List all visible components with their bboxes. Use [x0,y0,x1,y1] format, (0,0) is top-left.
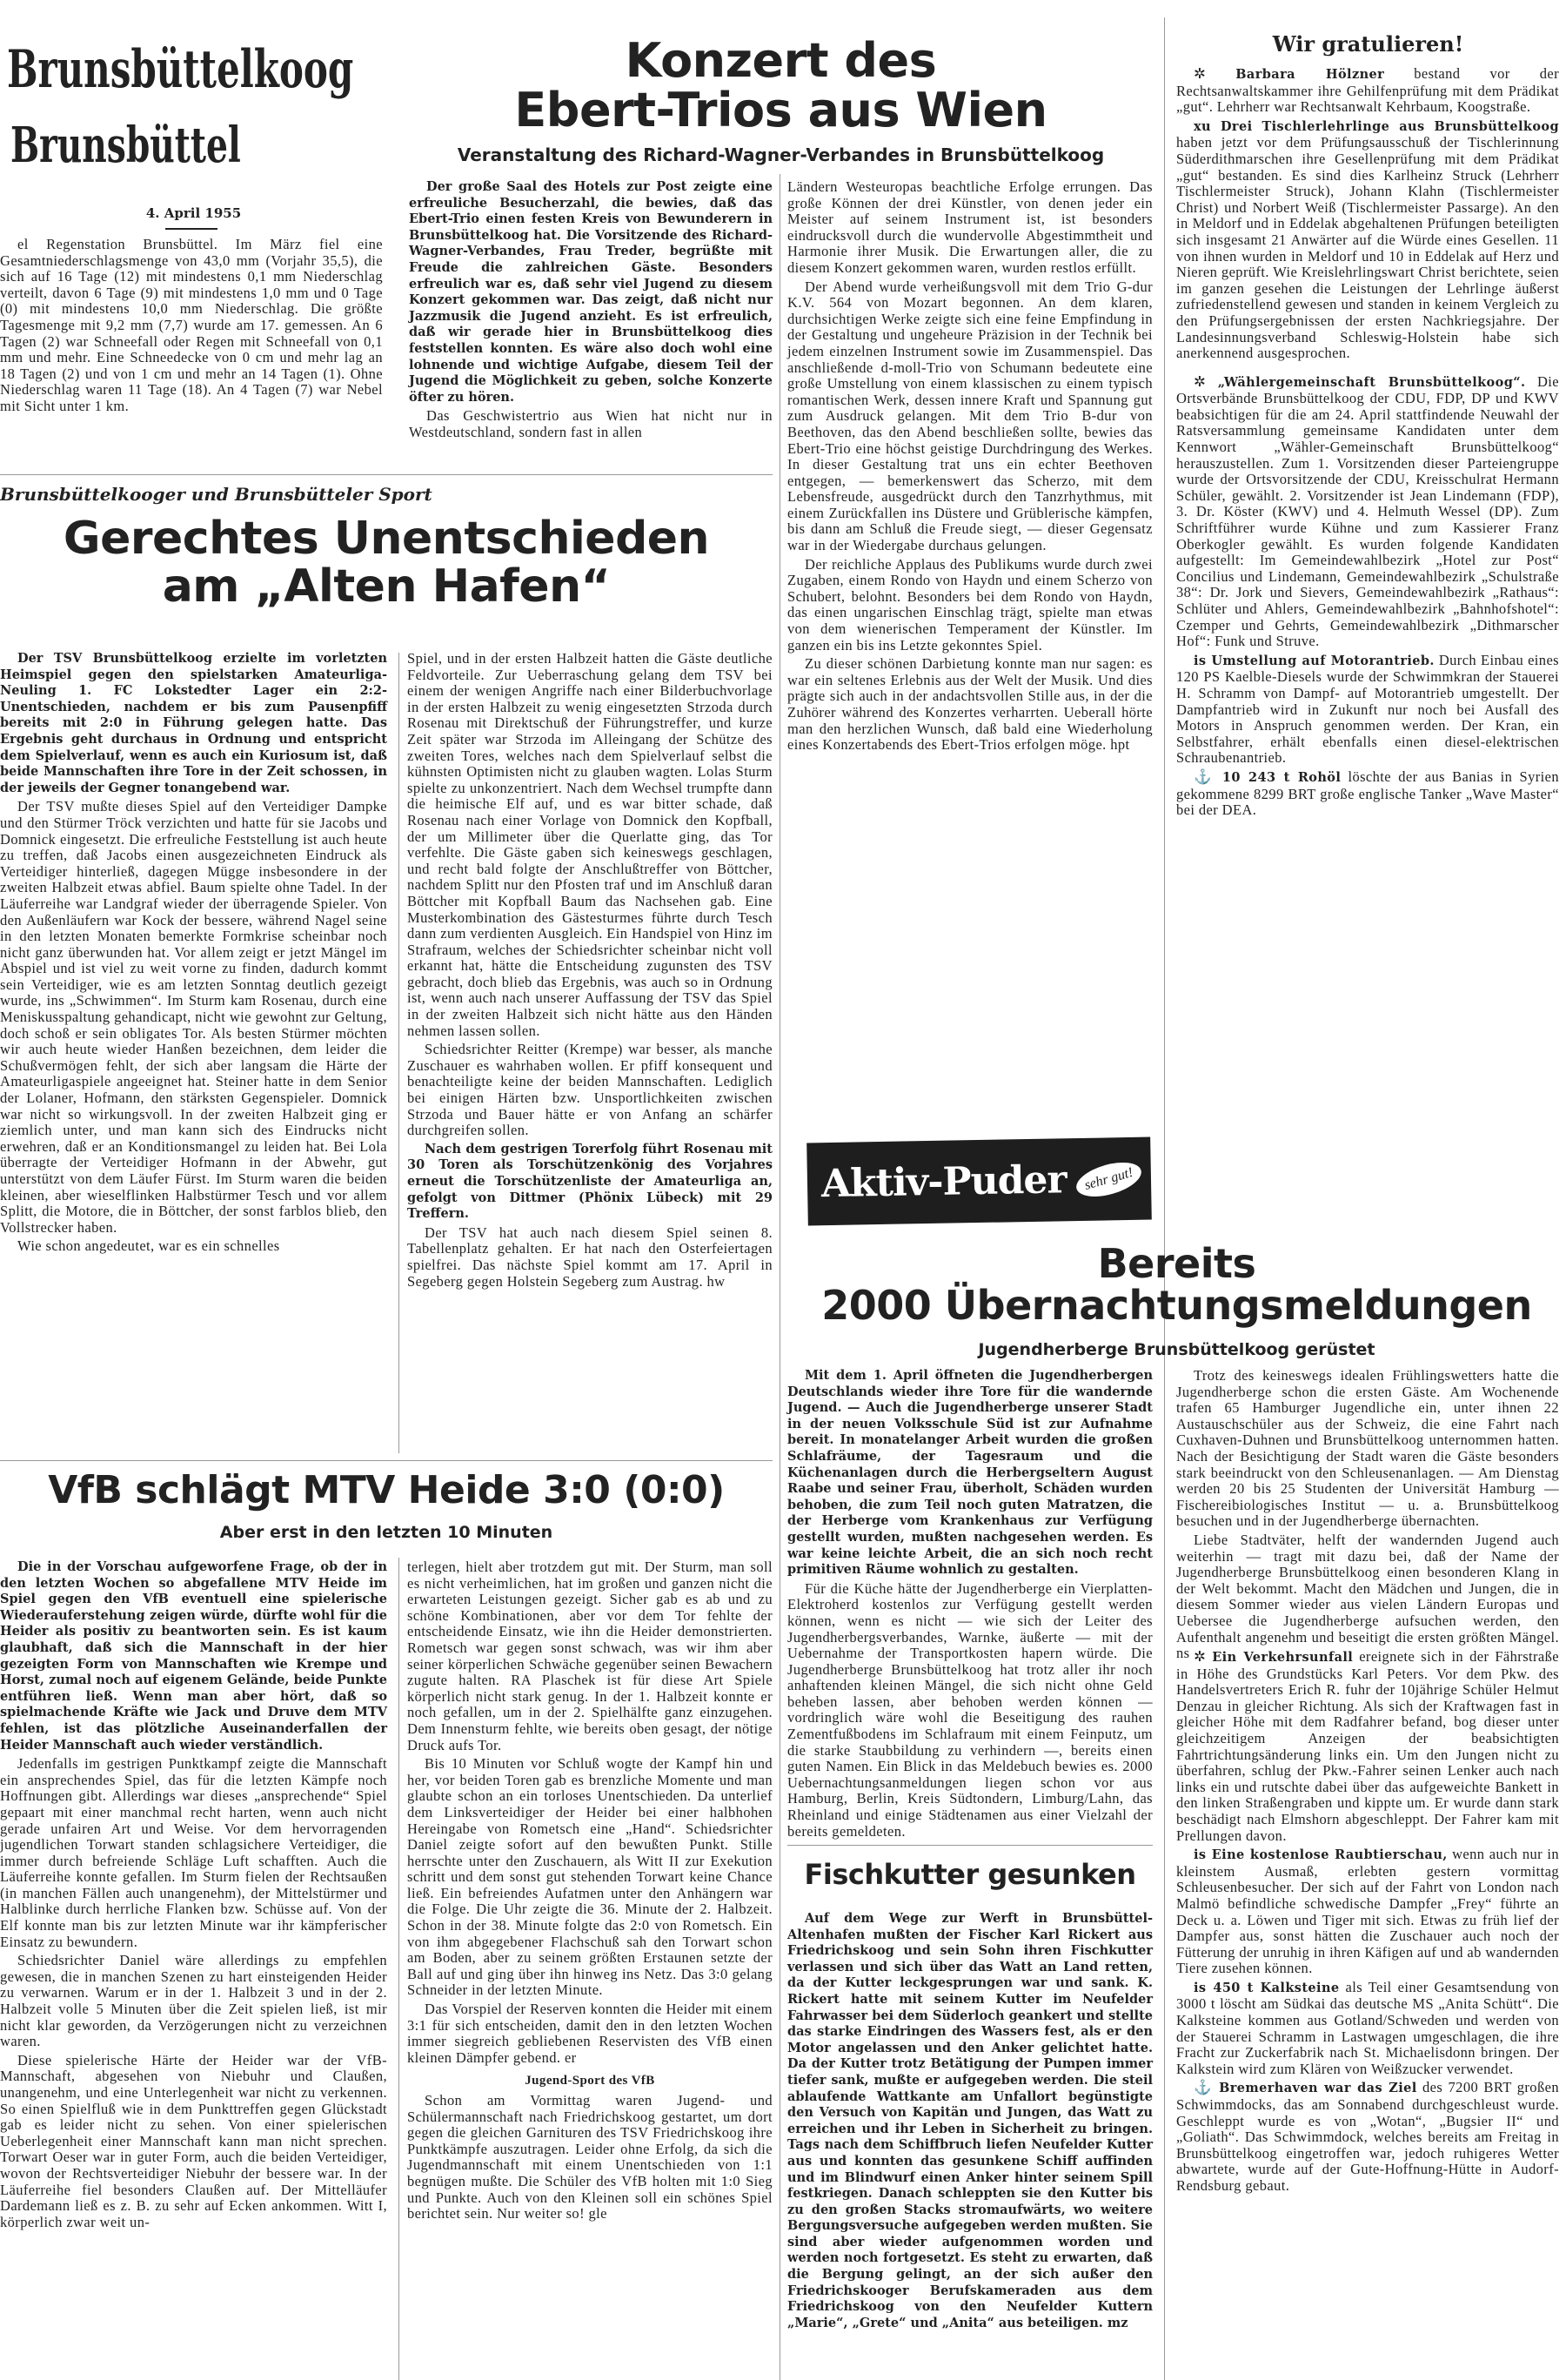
weather-report [0,237,383,418]
bereits-subtitle: Jugendherberge Brunsbüttelkoog gerüstet [978,1340,1375,1359]
masthead-title-top: Brunsbüttelkoog [7,39,354,100]
fischkutter-headline: Fischkutter gesunken [804,1858,1136,1891]
konzert-lead: Der große Saal des Hotels zur Post zeigte eine erfreuliche Besucherzahl, die bewies, daß das Ebert-Trio einen festen Kreis von Bewunderern in Brunsbüttelkoog hat. Die Vorsitzende des Richard-Wagner-Verbandes, Frau Treder, begrüßte mit Freude die zahlreichen Gäste. Besonders erfreulich war es, daß sehr viel Jugend zu diesem Konzert gekommen war. Das zeigt, daß nicht nur Jazzmusik die Jugend anzieht. Es ist erfreulich, daß wir gerade hier in Brunsbüttelkoog dies feststellen konnten. Es wäre also doch wohl eine lohnende und wichtige Aufgabe, diesem Teil der Jugend die Möglichkeit zu geben, solche Konzerte öfter zu hören. [409,179,773,405]
news-item: is Umstellung auf Motorantrieb. Durch Einbau eines 120 PS Kaelble-Diesels wurde der Schwimmkran der Stauerei H. Schramm von Dampf- auf Motorantrieb umgestellt. Der Dampfantrieb wird in Zukunft nur noch bei Ausfall des Motors in Anspruch genommen werden. Der Kran, ein Selbstfahrer, erhält ebenfalls einen diesel-elektrischen Schraubenantrieb. [1176,651,1559,767]
gerechtes-headline-line2: am „Alten Hafen“ [162,560,611,613]
vfb-headline: VfB schlägt MTV Heide 3:0 (0:0) [48,1468,725,1512]
sport-section-label: Brunsbüttelkooger und Brunsbütteler Sport [0,484,432,505]
vfb-subtitle: Aber erst in den letzten 10 Minuten [219,1523,553,1542]
vfb-paragraph: Das Vorspiel der Reserven konnten die Heider mit einem 3:1 für sich entscheiden, damit den in den letzten Wochen immer siegreich gebliebenen Reservisten des VfB einen kleinen Dämpfer gebend. er [407,2001,773,2066]
gerechtes-lead: Der TSV Brunsbüttelkoog erzielte im vorletzten Heimspiel gegen den spielstarken Amateurliga-Neuling 1. FC Lokstedter Lager ein 2:2-Unentschieden, nachdem er bis zum Pausenpfiff bereits mit 2:0 in Führung gelegen hatte. Das Ergebnis geht durchaus in Ordnung und entspricht dem Spielverlauf, wenn es auch ein Kuriosum ist, daß beide Mannschaften ihre Tore in der Zeit schossen, in der jeweils der Gegner tonangebend war. [0,651,387,795]
divider [0,1460,773,1461]
konzert-headline-line1: Konzert des [625,33,937,88]
masthead-logo [7,39,354,196]
star-icon: ✲ [1194,65,1236,82]
bereits-lead: Mit dem 1. April öffneten die Jugendherbergen Deutschlands wieder ihre Tore für die wandernde Jugend. — Auch die Jugendherberge unserer Stadt in der neuen Volksschule Süd ist zur Aufnahme bereit. In monatelanger Arbeit wurden die großen Schlafräume, der Tagesraum und die Küchenanlagen durch die Herbergseltern August Raabe und seiner Frau, überholt, Schäden wurden behoben, die zum Teil noch guten Matratzen, die der Herberge vom Krankenhaus zur Verfügung gestellt wurden, mußten nachgesehen werden. Es war keine leichte Arbeit, die an sich noch recht primitiven Räume wohnlich zu gestalten. [787,1368,1153,1578]
ship-icon: ⚓ [1194,768,1222,785]
vfb-lead: Die in der Vorschau aufgeworfene Frage, ob der in den letzten Wochen so abgefallene MTV Heide im Spiel gegen den VfB eventuell eine spielerische Wiederauferstehung zeigen würde, dürfte wohl für die Heider als positiv zu beantworten sein. Es ist kaum glaubhaft, daß sich die Mannschaft in der hier gezeigten Form von Mannschaften wie Krempe und Horst, zumal noch auf eigenem Gelände, beide Punkte entführen ließ. Wenn man aber hört, daß so spielmachende Kräfte wie Jack und Druve dem MTV fehlen, ist das plötzliche Auseinanderfallen der Heider Mannschaft auch wieder verständlich. [0,1559,387,1753]
star-icon: ✲ [1194,1648,1213,1665]
konzert-column-2 [787,179,1153,756]
konzert-paragraph: Das Geschwistertrio aus Wien hat nicht nur in Westdeutschland, sondern fast in allen [409,407,773,440]
news-item: is 450 t Kalksteine als Teil einer Gesamtsendung von 3000 t löscht am Südkai das deutsche MS „Anita Schütt“. Die Kalksteine kommen aus Gotland/Schweden und werden von der Stauerei Schramm in Lastwagen umgeschlagen, die ihre Fracht zur Zuckerfabrik nach St. Michaelisdonn bringen. Der Kalkstein wird zum Klären von Weißzucker verwendet. [1176,1978,1560,2077]
jugend-sport-subheading: Jugend-Sport des VfB [525,2074,655,2088]
vfb-column-2 [407,1559,773,2225]
issue-date: 4. April 1955 [145,205,242,221]
bereits-paragraph: Für die Küche hätte der Jugendherberge ein Vierplatten-Elektroherd kostenlos zur Verfügung gestellt werden können, wenn es nicht — wie sich der Leiter des Jugendherbergsverbandes, Warnke, äußerte — mit der Uebernahme der Transportkosten hapern würde. Die Jugendherberge Brunsbüttelkoog hat trotz aller ihr noch anhaftenden kleinen Mängel, die sich nicht ohne Geld beheben lassen, aber behoben werden können — vordringlich wäre wohl die Beseitigung des rauhen Zementfußbodens im Schlafraum mit einem Feinputz, um die starke Staubbildung zu verhindern —, bereits einen guten Namen. Ein Blick in das Meldebuch bewies es. 2000 Uebernachtungsanmeldungen liegen schon vor aus Hamburg, Berlin, Kreis Südtondern, Limburg/Lahn, das Rheinland und einige Städtenamen aus einer Vielzahl der bereits gemeldeten. [787,1579,1153,1840]
gerechtes-headline [0,513,773,613]
gerechtes-headline-line1: Gerechtes Unentschieden [63,513,710,565]
weather-text: el Regenstation Brunsbüttel. Im März fiel eine Gesamtniederschlagsmenge von 43,0 mm (Vorjahr 35,5), die sich auf 16 Tage (12) mit mindestens 0,1 mm Niederschlag verteilt, davon 6 Tage (9) mit mindestens 1,0 mm und 0 Tage (0) mit mindestens 10,0 mm Niederschlag. Die größte Tagesmenge mit 9,2 mm (7,7) wurde am 17. gemessen. An 6 Tagen (2) war Schneefall oder Regen mit Schneefall von 0,1 mm und mehr. Eine Schneedecke von 0 cm und mehr lag an 18 Tagen (2) und von 1 cm und mehr an 14 Tagen (1). Ohne Niederschlag waren 11 Tage (18). An 4 Tagen (7) war Nebel mit Sicht unter 1 km. [0,236,383,414]
bereits-column-2 [1176,1368,1559,1665]
gerechtes-paragraph: Schiedsrichter Reitter (Krempe) war besser, als manche Zuschauer es wahrhaben wollen. Er pfiff konsequent und benachteiligte keine der beiden Mannschaften. Lediglich bei einigen Härten bzw. Unsportlichkeiten zwischen Strzoda und Bauer hätte er von Anfang an schärfer durchgreifen sollen. [407,1041,773,1139]
news-item: ✲ Ein Verkehrsunfall ereignete sich in der Fährstraße in Höhe des Grundstücks Karl Peters. Vor dem Pkw. des Handelsvertreters Erich R. fuhr der 10jährige Schüler Helmut Denzau in gleicher Richtung. Als sich der Kraftwagen fast in gleicher Höhe mit dem Radfahrer befand, bog dieser unter gleichzeitigem Anzeigen der beabsichtigten Fahrtrichtungsänderung links ein. Um den Jungen nicht zu überfahren, schlug der Pkw.-Fahrer seinen Lenker auch nach links ein und rutschte dabei über das aufgeweichte Bankett in den linken Straßengraben und kippte um. Er wurde dann stark beschädigt nach Elmshorn abgeschleppt. Der Fahrer kam mit Prellungen davon. [1176,1648,1559,1844]
gerechtes-paragraph: Wie schon angedeutet, war es ein schnelles [17,1237,280,1255]
vfb-paragraph: terlegen, hielt aber trotzdem gut mit. Der Sturm, man soll es nicht verheimlichen, hat im großen und ganzen nicht die erwarteten Leistungen gezeigt. Sicher gab es ab und zu schöne Kombinationen, aber vor dem Tor fehlte der entscheidende Einsatz, wie ihn die Heider demonstrierten. Rometsch war gegen sonst schwach, was wir ihm aber seiner körperlichen Schwäche gegenüber seinen Bewachern zugute halten. RA Plaschek ist für diese Art Spiele körperlich nicht stark genug. In der 1. Halbzeit konnte er noch gefallen, um in der 2. Spielhälfte ganz einzugehen. Dem Innensturm fehlte, wie bereits oben gesagt, der nötige Druck aufs Tor. [407,1559,773,1753]
konzert-headline-line2: Ebert-Trios aus Wien [514,82,1047,137]
news-item: ⚓ Bremerhaven war das Ziel des 7200 BRT großen Schwimmdocks, das am Sonnabend durchgeschleust wurde. Geschleppt wurde es von „Wotan“, „Bugsier II“ und „Goliath“. Das Schwimmdock, welches bereits am Freitag in Brunsbüttelkoog eingetroffen war, jedoch ruhigeres Wetter abwartete, wurde auf der Gute-Hoffnung-Hütte in Audorf-Rendsburg gebaut. [1176,2079,1559,2194]
fischkutter-column [787,1911,1153,2334]
konzert-paragraph: Ländern Westeuropas beachtliche Erfolge errungen. Das große Können der drei Künstler, von denen jeder ein Meister auf seinem Instrument ist, ist besonders eindrucksvoll durch die wundervolle Abgestimmtheit und Harmonie ihrer Musik. Die Erwartungen aller, die zu diesem Konzert gekommen waren, wurden restlos erfüllt. [787,178,1153,276]
vfb-paragraph: Jedenfalls im gestrigen Punktkampf zeigte die Mannschaft ein ansprechendes Spiel, das für die letzten Kämpfe noch Hoffnungen gibt. Allerdings war dieses „ansprechende“ Spiel gepaart mit einer manchmal recht harten, wenn auch nicht gerade unfairen Art und Weise. Vor dem hervorragenden jugendlichen Torwart standen schlagsichere Verteidiger, die immer durch befreiende Schläge Luft schafften. Auch die Läuferreihe konnte gefallen. Im Sturm fielen der Rechtsaußen (in manchen Fällen auch unangenehm), der Mittelstürmer und Halblinke durch herrliche Flanken bzw. Schüsse auf. Von der Elf konnte man bis zur letzten Minute war ihr kämpferischer Einsatz zu bewundern. [0,1755,387,1950]
date-rule [165,228,218,230]
bereits-headline-line2: 2000 Übernachtungsmeldungen [821,1282,1532,1330]
news-item: ✲ Barbara Hölzner bestand vor der Rechtsanwaltskammer ihre Gehilfenprüfung mit dem Prädikat „gut“. Lehrherr war Rechtsanwalt Kehrbaum, Koogstraße. [1176,65,1559,116]
gratulieren-heading: Wir gratulieren! [1272,31,1464,57]
vfb-paragraph: Schiedsrichter Daniel wäre allerdings zu empfehlen gewesen, die in manchen Szenen zu hart einsteigenden Heider zu verwarnen. Warum er in der 1. Halbzeit 3 und in der 2. Halbzeit volle 5 Minuten über die Zeit spielen ließ, ist mir nicht klar geworden, da Verzögerungen nicht zu verzeichnen waren. [0,1952,387,2050]
konzert-paragraph: Der reichliche Applaus des Publikums wurde durch zwei Zugaben, einem Rondo von Haydn und einem Scherzo von Schubert, belohnt. Besonders bei dem Rondo von Haydn, das einen ungarischen Einschlag trägt, spielte man etwas von dem wienerischen Temperament der Künstler. Im ganzen ein bis ins Letzte gekonntes Spiel. [787,555,1153,654]
vfb-column-1 [0,1559,387,2233]
konzert-paragraph: Zu dieser schönen Darbietung konnte man nur sagen: es war ein seltenes Erlebnis aus der Welt der Musik. Und dies prägte sich auch in der andachtsvollen Stille aus, in der die Zuhörer während des Konzertes verharrten. Ueberall hörte man den herzlichen Wunsch, daß bald eine Wiederholung eines Konzertabends des Ebert-Trios erfolgen möge. hpt [787,655,1153,754]
ship-icon: ⚓ [1194,2079,1220,2096]
vfb-paragraph: Diese spielerische Härte der Heider war der VfB-Mannschaft, abgesehen von Niebuhr und Claußen, unangenehm, und eine Unterlegenheit war nicht zu verkennen. So einen Spielfluß wie in dem Punkttreffen gegen Glückstadt gab es leider nicht zu sehen. Von einer spielerischen Ueberlegenheit einer Mannschaft kann man nicht sprechen. Torwart Oeser war in guter Form, auch die beiden Verteidiger, wovon der Rechtsverteidiger Niebuhr der bessere war. In der Läuferreihe fiel besonders Claußen auf. Der Mittelläufer Dardemann ließ es z. B. zu sehr auf Ecken ankommen. Witt I, körperlich zwar weit un- [0,2051,387,2230]
masthead-title-bottom: Brunsbüttel [10,116,241,174]
news-item: is Eine kostenlose Raubtierschau, wenn auch nur in kleinstem Ausmaß, erlebten gestern vormittag Schleusenbesucher. Der sich auf der Fahrt von London nach Malmö befindliche schwedische Dampfer „Frey“ führte an Deck u. a. Löwen und Tiger mit sich. Etwas zu früh lief der Dampfer aus, sonst hätten die Zuschauer auch noch der Fütterung der unruhig in ihren Käfigen auf und ab wandernden Tiere zusehen können. [1176,1846,1560,1977]
star-icon: ✲ [1194,372,1218,390]
news-item: ⚓ 10 243 t Rohöl löschte der aus Banias in Syrien gekommene 8299 BRT große englische Tanker „Wave Master“ bei der DEA. [1176,768,1559,819]
konzert-column-1 [409,179,773,444]
column-rule [1164,17,1165,2380]
bereits-column-1 [787,1368,1153,1842]
gratulieren-column [1176,66,1559,821]
bereits-paragraph: Trotz des keineswegs idealen Frühlingswetters hatte die Jugendherberge schon die ersten Gäste. Am Wochenende trafen 65 Hamburger Jugendliche ein, unter ihnen 22 Austauschschüler aus der Schweiz, die eine Fahrt nach Cuxhaven-Duhnen und Brunsbüttelkoog unternommen hatten. Nach der Besichtigung der Stadt waren die Gäste besonders stark beeindruckt von den Schleusenanlagen. — Am Dienstag werden 20 bis 25 Studenten der Universität Hamburg — Fischereibiologisches Institut — u. a. Brunsbüttelkoog besuchen und in der Jugendherberge übernachten. [1176,1367,1559,1530]
gerechtes-paragraph: Spiel, und in der ersten Halbzeit hatten die Gäste deutliche Feldvorteile. Zur Ueberraschung gelang dem TSV bei einem der wenigen Angriffe nach einer Bilderbuchvorlage in der ersten Halbzeit zu wenig eingesetzten Strzoda durch Rosenau mit Direktschuß der Führungstreffer, und kurze Zeit später war Strzoda im Alleingang der Schütze des zweiten Tores, welches nach dem Spielverlauf selbst die kühnsten Optimisten nicht zu glauben wagten. Lolas Sturm spielte zu unkonzentriert. Nach dem Wechsel trumpfte dann die heimische Elf auf, und es war bitter schade, daß Rosenau nach einer Vorlage von Domnick den Kopfball, der um Millimeter über die Querlatte ging, das Tor verfehlte. Die Gäste gaben sich keineswegs geschlagen, und recht bald folgte der Anschlußtreffer von Böttcher, nachdem Splitt nur den Pfosten traf und im Anschluß daran Böttcher mit Kopfball Baum das Nachsehen gab. Eine Musterkombination des Gästesturmes führte durch Tesch dann zum verdienten Ausgleich. Ein Handspiel von Hinz im Strafraum, welches der Schiedsrichter scheinbar nicht voll erkannt hat, hätte die Entscheidung zugunsten des TSV gebracht, doch blieb das Ergebnis, was auch so in Ordnung ist, wenn auch nach unserer Auffassung der TSV das Spiel in der zweiten Halbzeit sich nicht hätte aus den Händen nehmen lassen sollen. [407,650,773,1039]
konzert-headline [409,33,1153,137]
konzert-paragraph: Der Abend wurde verheißungsvoll mit dem Trio G-dur K.V. 564 von Mozart begonnen. An dem klaren, durchsichtigen Werke zeigte sich eine feine Empfindung in der Gestaltung und ungeheure Präzision in der Technik bei jedem einzelnen Instrument sowie im Zusammenspiel. Das anschließende d-moll-Trio von Schumann bedeutete eine große Umstellung von einem klassischen zu einem typisch romantischen Werk, dessen innere Kraft und Spannung gut zum Ausdruck gelangen. Mit dem Trio B-dur von Beethoven, das den Abend beschließen sollte, bewies das Ebert-Trio eine höchst geistige Durchdringung des Werkes. In dieser Gestaltung trat uns ein echter Beethoven entgegen, — bemerkenswert das Scherzo, mit dem Lebensfreude, ausgedrückt durch den Tanzrhythmus, mit einem Zurückfallen ins Düstere und Grüblerische kämpfen, bis dann am Schluß die Freude siegt, — dieser Gegensatz war in der Wiedergabe durchaus gelungen. [787,278,1153,554]
local-news-column [1176,1649,1559,2197]
divider [787,1845,1153,1846]
bereits-paragraph: Liebe Stadtväter, helft der wandernden Jugend auch weiterhin — tragt mit dazu bei, daß der Name der Jugendherberge Brunsbüttelkoog einen besonderen Klang in der Welt bekommt. Macht den Mädchen und Jungen, die in diesem Sommer wieder aus vielen Ländern Europas und Uebersee die Jugendherberge aufsuchen werden, den Aufenthalt angenehm und beseitigt die ersten größten Mängel. ns [1176,1531,1559,1662]
divider [0,474,773,475]
fischkutter-text: Auf dem Wege zur Werft in Brunsbüttel-Altenhafen mußten der Fischer Karl Rickert aus Friedrichskoog und sein Sohn ihren Fischkutter verlassen und sich über das Watt an Land retten, da der Kutter leckgesprungen war und sank. K. Rickert hatte mit seinem Kutter im Neufelder Fahrwasser bei dem Süderloch geankert und stellte das starke Eindringen des Wassers fest, als er den Motor angelassen und den Anker gelichtet hatte. Da der Kutter trotz Betätigung der Pumpen immer tiefer sank, mußte er aufgegeben werden. Die steil ablaufende Wattkante am Unfallort begünstigte den Versuch von Kapitän und Jungen, das Watt zu erreichen und ihr Leben in Sicherheit zu bringen. Tags nach dem Schiffbruch liefen Neufelder Kutter aus und konnten das gesunkene Schiff auffinden und im Blindwurf einen Anker hinter seinem Spill festkriegen. Danach schleppten sie den Kutter bis zu den großen Stacks stromaufwärts, wo weitere Bergungsversuche aufgegeben werden mußten. Sie sind aber wieder aufgenommen worden und werden noch fortgesetzt. Es steht zu erwarten, daß die Bergung gelingt, an der sich außer den Friedrichskooger Berufskameraden aus dem Friedrichskoog von den Neufelder Kuttern „Marie“, „Grete“ und „Anita“ aus beteiligen. mz [787,1911,1153,2330]
vfb-paragraph: Schon am Vormittag waren Jugend- und Schülermannschaft nach Friedrichskoog gestartet, um dort gegen die gleichen Garnituren des TSV Friedrichskoog ihre Punktkämpfe auszutragen. Leider ohne Erfolg, da sich die Jugendmannschaft mit einem Unentschieden von 1:1 begnügen mußte. Die Schüler des VfB holten mit 1:0 Sieg und Punkte. Auch von den Kleinen soll ein schönes Spiel berichtet sein. Nur weiter so! gle [407,2092,773,2222]
gerechtes-paragraph: Der TSV mußte dieses Spiel auf den Verteidiger Dampke und den Stürmer Tröck verzichten und hatte für sie Jacobs und Domnick eingesetzt. Die erfreuliche Feststellung ist auch heute zu treffen, daß Jacobs einen ausgezeichneten Eindruck als Verteidiger hinterließ, dagegen Mügge insbesondere in der zweiten Halbzeit etwas abfiel. Baum spielte ohne Tadel. In der Läuferreihe war Landgraf wieder der überragende Spieler. Von den Außenläufern war Kock der bessere, während Nagel seine in den letzten Monaten bemerkte Formkrise scheinbar noch nicht ganz überwunden hat. Vor allem zeigt er jetzt Mängel im Abspiel und ist viel zu weit vorne zu finden, dadurch kommt sein Verteidiger, wie es am letzten Sonntag deutlich gezeigt wurde, ins „Schwimmen“. Im Sturm kam Rosenau, durch eine Meniskusspaltung gehandicapt, nicht wie gewohnt zur Geltung, doch schoß er sein obligates Tor. Als besten Stürmer möchten wir auch heute wieder Hanßen bezeichnen, dem leider die Schußvermögen fehlt, der sich aber langsam die Härte der Amateurligaspiele angeeignet hat. Steiner hatte in dem Senior der Lolaner, Hofmann, den stärksten Gegenspieler. Domnick war nicht so wirkungsvoll. In der zweiten Halbzeit ging er ziemlich unter, und man kann sich des Eindrucks nicht erwehren, daß er an Konditionsmangel zu leiden hat. Bei Lola überragte der Verteidiger Hofmann in der Abwehr, gut unterstützt von dem Läufer Fürst. Im Sturm waren die beiden kleinen, aber wieselflinken Halbstürmer Tesch und vor allem Splitt, die Motore, die in Böttcher, der sonst farblos blieb, den Vollstrecker haben. [0,798,387,1236]
gerechtes-paragraph: Nach dem gestrigen Torerfolg führt Rosenau mit 30 Toren als Torschützenkönig des Vorjahres erneut die Torschützenliste der Amateurliga an, gefolgt von Dittmer (Phönix Lübeck) mit 29 Treffern. [407,1141,773,1222]
column-rule [398,1558,399,2380]
bereits-headline-line1: Bereits [1097,1240,1256,1287]
gerechtes-paragraph: Der TSV hat auch nach diesem Spiel seinen 8. Tabellenplatz gehalten. Er hat nach den Osterfeiertagen spielfrei. Das nächste Spiel kommt am 17. April in Segeberg gegen Holstein Segeberg zum Austrag. hw [407,1224,773,1290]
news-item: xu Drei Tischlerlehrlinge aus Brunsbüttelkoog haben jetzt vor dem Prüfungsausschuß der Tischlerinnung Süderdithmarschen ihre Gesellenprüfung mit dem Prädikat „gut“ bestanden. Es sind dies Karlheinz Struck (Lehrherr Tischlermeister Struck), Johann Klahn (Tischlermeister Christ) und Norbert Weiß (Tischlermeister Passarge). An den in Meldorf und in Eddelak abgehaltenen Prüfungen beteiligten sich insgesamt 21 Anwärter auf die Würde eines Gesellen. 11 von ihnen wurden in Meldorf und 10 in Eddelak auf Herz und Nieren geprüft. Wie Kreislehrlingswart Christ berichtete, seien im ganzen gesehen die Leistungen der Lehrlinge äußerst zufriedenstellend gewesen und standen in keinem Vergleich zu den Prüfungsergebnissen der ersten Nachkriegsjahre. Der Landesinnungsverband Schleswig-Holstein habe sich anerkennend ausgesprochen. [1176,118,1559,362]
vfb-paragraph: Bis 10 Minuten vor Schluß wogte der Kampf hin und her, vor beiden Toren gab es brenzliche Momente und man glaubte schon an ein torloses Unentschieden. Da unterlief dem Linksverteidiger der Heider bei einer halbhohen Hereingabe von Rometsch eine „Hand“. Schiedsrichter Daniel zeigte sofort auf den bewußten Punkt. Stille herrschte unter den Zuschauern, als Witt II zur Exekution schritt und dem sonst gut stehenden Torwart keine Chance ließ. Ein befreiendes Aufatmen unter den Anhängern war die Folge. Die Uhr zeigte die 36. Minute der 2. Halbzeit. Schon in der 38. Minute folgte das 2:0 von Rometsch. Ein von ihm abgegebener Flachschuß sah den Torwart schon am Boden, aber zu seinem größten Erstaunen setzte der Ball auf und ging über ihn hinweg ins Netz. Das 3:0 gelang Schneider in der letzten Minute. [407,1755,773,1999]
ad-slogan: sehr gut! [1072,1156,1145,1203]
gerechtes-column-2 [407,651,773,1292]
column-rule [398,653,399,1453]
ad-brand: Aktiv-Puder [820,1157,1067,1207]
news-item: ✲ „Wählergemeinschaft Brunsbüttelkoog“. Die Ortsverbände Brunsbüttelkoog der CDU, FDP, DP und KWV beabsichtigen für die am 24. April stattfindende Neuwahl der Ratsversammlung gemeinsame Kandidaten unter dem Kennwort „Wähler-Gemeinschaft Brunsbüttelkoog“ herauszustellen. Zum 1. Vorsitzenden dieser Parteiengruppe wurde der Ortsvorsitzende der CDU, Kreisschulrat Hermann Schüler, gewählt. 2. Vorsitzender ist Jean Lindemann (FDP), 3. Dr. Köster (KWV) und 4. Helmuth Wessel (DP). Zum Schriftführer wurde Kühne und zum Kassierer Franz Oberkogler gewählt. Es wurden folgende Kandidaten aufgestellt: Im Gemeindewahlbezirk „Hotel zur Post“ Concilius und Lindemann, Gemeindewahlbezirk „Schulstraße 38“: Dr. Jork und Sievers, Gemeindewahlbezirk „Rathaus“: Schlüter und Ahlers, Gemeindewahlbezirk „Bahnhofshotel“: Czemper und Gehrts, Gemeindewahlbezirk „Dithmarscher Hof“: Funk und Struve. [1176,372,1559,650]
bereits-headline [787,1240,1566,1330]
konzert-subtitle: Veranstaltung des Richard-Wagner-Verbandes in Brunsbüttelkoog [457,144,1105,165]
gerechtes-column-1 [0,651,387,1257]
aktiv-puder-ad [806,1137,1152,1226]
